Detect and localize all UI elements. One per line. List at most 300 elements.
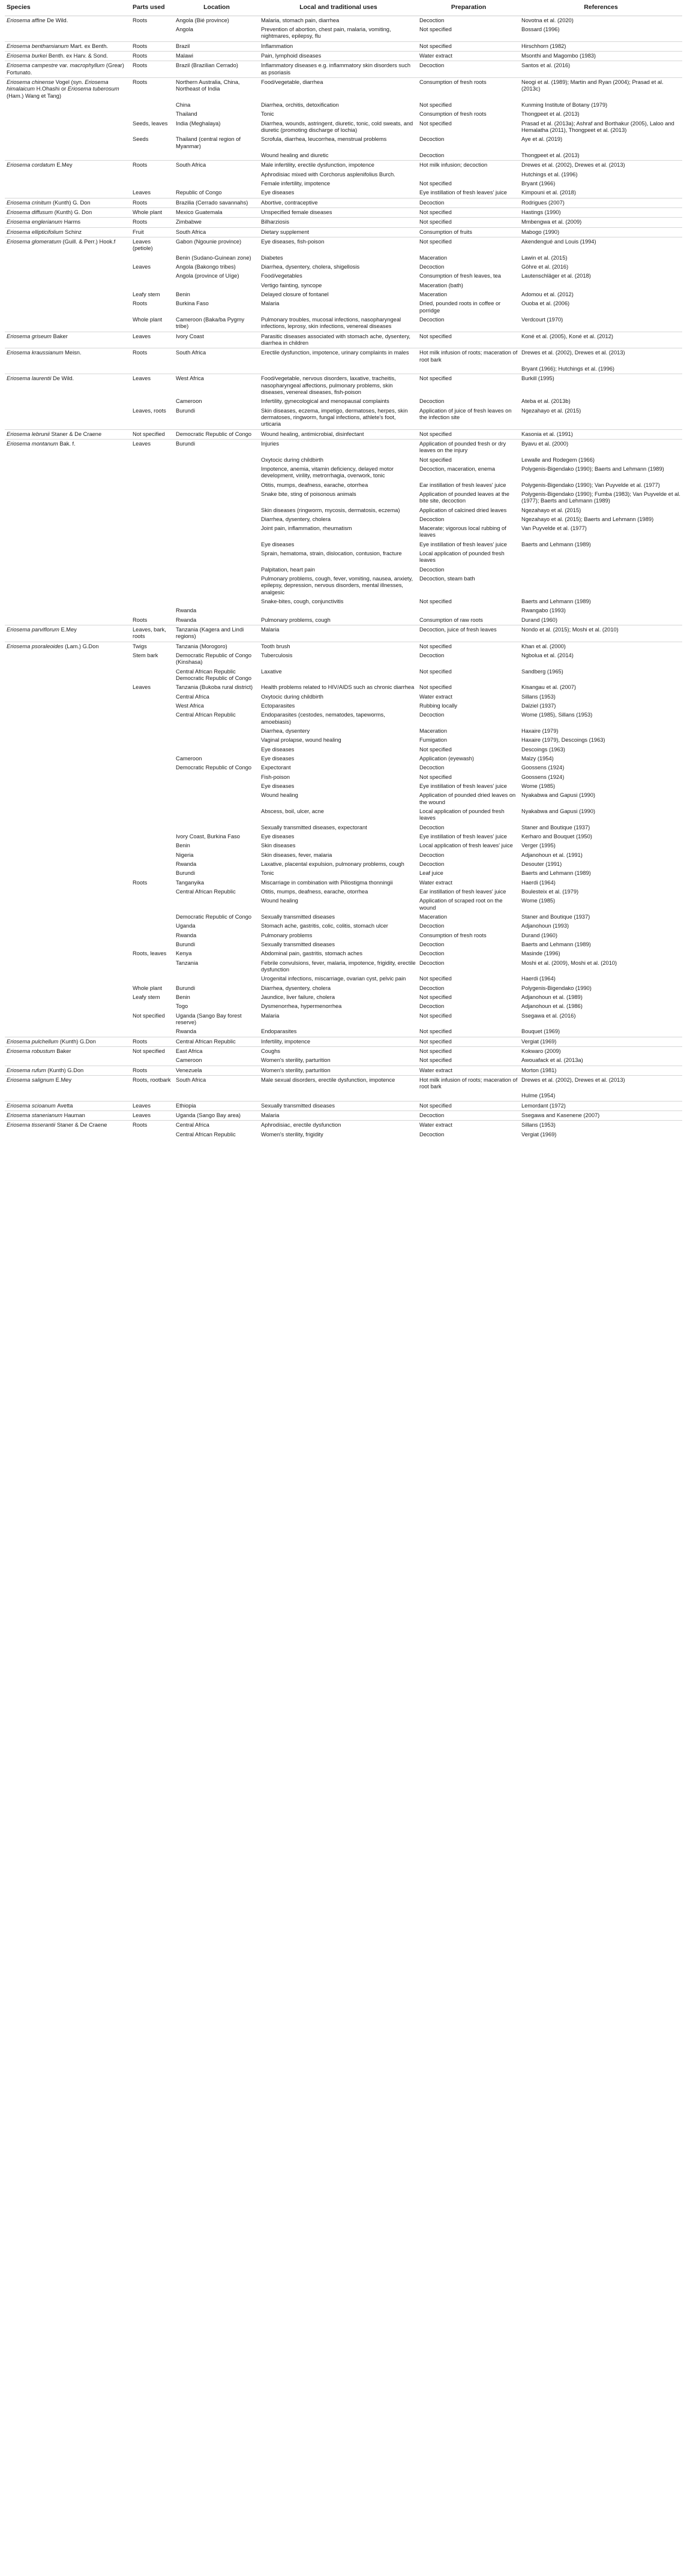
location-cell: Cameroon	[176, 398, 202, 405]
parts-used-cell	[131, 754, 174, 763]
species-cell	[5, 1066, 131, 1075]
table-row	[5, 625, 682, 642]
location-cell: Malawi	[174, 52, 259, 61]
location-cell	[174, 549, 259, 565]
references-cell: Lewalle and Rodegem (1966)	[521, 456, 595, 463]
preparation-cell: Decoction	[419, 566, 445, 573]
preparation-cell: Not specified	[419, 1057, 452, 1064]
references-cell: Staner and Boutique (1937)	[521, 913, 590, 920]
references-cell: Goossens (1924)	[521, 765, 565, 771]
location-cell: Rwanda	[176, 1028, 197, 1035]
parts-used-cell	[131, 807, 174, 823]
species-authority: (Kunth) G. Don	[54, 209, 92, 216]
parts-used-cell	[131, 490, 174, 506]
species-cell	[5, 1056, 131, 1066]
parts-used-cell	[131, 281, 174, 290]
preparation-cell: Consumption of fresh roots	[419, 111, 487, 118]
species-cell	[5, 565, 131, 574]
location-cell: Central African Republic	[176, 712, 236, 718]
parts-used-cell	[131, 254, 174, 263]
references-cell: Hulme (1954)	[521, 1093, 556, 1099]
uses-cell: Male infertility, erectile dysfunction, impotence	[259, 161, 418, 170]
table-row	[5, 524, 682, 540]
table-row	[5, 429, 682, 439]
references-cell: Morton (1981)	[520, 1066, 682, 1075]
references-cell: Ngezahayo et al. (2015)	[521, 507, 581, 513]
uses-cell: Urogenital infections, miscarriage, ovarian cyst, pelvic pain	[261, 976, 406, 982]
species-authority: Baker	[56, 1048, 71, 1054]
references-cell: Moshi et al. (2009), Moshi et al. (2010)	[521, 959, 617, 966]
parts-used-cell	[131, 597, 174, 606]
table-row	[5, 736, 682, 745]
uses-cell: Sexually transmitted diseases	[259, 1101, 418, 1111]
species-cell	[5, 711, 131, 727]
species-cell	[5, 616, 131, 625]
references-cell: Akendengué and Louis (1994)	[520, 237, 682, 254]
references-cell: Baerts and Lehmann (1989)	[521, 541, 591, 547]
species-cell	[5, 931, 131, 940]
location-cell	[174, 481, 259, 490]
species-authority: Meisn.	[65, 350, 82, 356]
references-cell: Rwangabo (1993)	[521, 607, 566, 614]
references-cell: Kisangau et al. (2007)	[521, 684, 576, 691]
references-cell: Haxaire (1979)	[521, 728, 559, 735]
references-cell: Nondo et al. (2015); Moshi et al. (2010)	[520, 625, 682, 642]
parts-used-cell	[131, 1091, 174, 1101]
uses-cell: Scrofula, diarrhea, leucorrhea, menstrual problems	[261, 136, 387, 143]
uses-cell: Tooth brush	[259, 642, 418, 651]
uses-cell: Malaria	[259, 625, 418, 642]
table-row	[5, 651, 682, 667]
parts-used-cell	[131, 851, 174, 860]
uses-cell: Diabetes	[261, 254, 283, 261]
location-cell	[174, 506, 259, 515]
preparation-cell: Not specified	[418, 218, 520, 227]
parts-used-cell	[131, 179, 174, 188]
uses-cell: Erectile dysfunction, impotence, urinary complaints in males	[259, 348, 418, 365]
references-cell: Adjanohoun et al. (1989)	[521, 994, 583, 1000]
uses-cell: Snake bite, sting of poisonous animals	[261, 490, 356, 497]
parts-used-cell	[131, 25, 174, 41]
location-cell: Northern Australia, China, Northeast of India	[174, 78, 259, 101]
species-cell	[5, 456, 131, 465]
parts-used-cell	[131, 456, 174, 465]
species-cell	[5, 119, 131, 136]
location-cell: Angola (Bié province)	[174, 16, 259, 25]
parts-used-cell: Roots	[133, 616, 148, 623]
uses-cell: Abscess, boil, ulcer, acne	[261, 808, 324, 814]
preparation-cell: Decoction, maceration, enema	[419, 465, 496, 472]
preparation-cell: Hot milk infusion; decoction	[418, 161, 520, 170]
species-name: Eriosema parviflorum	[7, 627, 59, 633]
location-cell: South Africa	[174, 227, 259, 237]
species-cell	[5, 281, 131, 290]
species-cell	[5, 860, 131, 869]
preparation-cell: Dried, pounded roots in coffee or porridge	[419, 300, 501, 314]
species-authority: H.Ohashi or	[36, 86, 68, 92]
species-cell	[5, 135, 131, 151]
table-row	[5, 949, 682, 958]
species-cell	[5, 52, 131, 61]
uses-cell	[259, 606, 418, 615]
species-authority: Schinz	[65, 228, 82, 235]
uses-cell: Dysmenorrhea, hypermenorrhea	[261, 1003, 342, 1010]
species-cell	[5, 16, 131, 25]
table-row	[5, 1075, 682, 1091]
preparation-cell: Eye instillation of fresh leaves' juice	[419, 189, 507, 196]
species-authority: Avetta	[57, 1102, 73, 1109]
table-row	[5, 227, 682, 237]
preparation-cell: Application of pounded fresh or dry leaves on the injury	[418, 439, 520, 455]
uses-cell: Aphrodisiac mixed with Corchorus asplenifolius Burch.	[261, 171, 395, 177]
location-cell: Brazil (Brazilian Cerrado)	[174, 61, 259, 78]
table-row	[5, 374, 682, 397]
species-cell	[5, 397, 131, 406]
species-name: Eriosema montanum	[7, 440, 58, 447]
preparation-cell: Water extract	[418, 1066, 520, 1075]
parts-used-cell	[131, 540, 174, 549]
uses-cell: Impotence, anemia, vitamin deficiency, delayed motor development, virility, metrorrhagia, overwork, tonic	[261, 465, 394, 479]
location-cell: Ethiopia	[174, 1101, 259, 1111]
location-cell: Venezuela	[174, 1066, 259, 1075]
species-cell	[5, 161, 131, 170]
species-cell	[5, 348, 131, 365]
table-row	[5, 170, 682, 179]
location-cell	[174, 565, 259, 574]
uses-cell: Women's sterility, parturition	[261, 1057, 331, 1064]
references-cell: Goossens (1924)	[521, 774, 565, 780]
references-cell: Van Puyvelde et al. (1977)	[521, 525, 587, 532]
references-cell: Adjanohoun et al. (1986)	[521, 1003, 583, 1010]
parts-used-cell	[131, 773, 174, 782]
species-authority: E.Mey	[61, 627, 77, 633]
preparation-cell: Water extract	[418, 1121, 520, 1130]
table-row	[5, 198, 682, 207]
parts-used-cell	[131, 887, 174, 896]
uses-cell: Fish-poison	[261, 774, 290, 780]
preparation-cell: Ear instillation of fresh leaves' juice	[419, 482, 506, 488]
species-authority: (Guill. & Perr.) Hook.f	[62, 239, 116, 245]
preparation-cell: Not specified	[419, 1012, 452, 1019]
references-cell: Hastings (1990)	[520, 208, 682, 218]
species-name: Eriosema tuberosum	[67, 86, 119, 92]
species-cell	[5, 959, 131, 975]
species-name: Eriosema rufum	[7, 1067, 46, 1073]
parts-used-cell	[131, 574, 174, 597]
references-cell: Adomou et al. (2012)	[521, 291, 574, 297]
references-cell: Ngezahayo et al. (2015)	[521, 407, 581, 414]
preparation-cell: Decoction	[419, 985, 445, 991]
parts-used-cell: Roots, rootbark	[131, 1075, 174, 1091]
parts-used-cell: Seeds, leaves	[133, 120, 168, 127]
uses-cell: Oxytocic during childbirth	[261, 693, 323, 700]
preparation-cell: Decoction	[419, 712, 445, 718]
species-cell	[5, 170, 131, 179]
parts-used-cell: Roots	[133, 879, 148, 886]
table-row	[5, 1111, 682, 1121]
location-cell: Democratic Republic of Congo	[174, 429, 259, 439]
location-cell: South Africa	[174, 1075, 259, 1091]
location-cell: Benin (Sudano-Guinean zone)	[176, 254, 251, 261]
uses-cell: Eye diseases	[261, 833, 295, 839]
preparation-cell: Decoction	[419, 316, 445, 323]
table-row	[5, 549, 682, 565]
species-cell	[5, 299, 131, 315]
table-row	[5, 1012, 682, 1028]
preparation-cell: Not specified	[418, 1037, 520, 1046]
preparation-cell: Decoction	[419, 516, 445, 522]
parts-used-cell	[131, 745, 174, 754]
species-name: Eriosema stanerianum	[7, 1112, 63, 1119]
species-cell	[5, 807, 131, 823]
table-row	[5, 1037, 682, 1046]
preparation-cell: Macerate; vigorous local rubbing of leaves	[419, 525, 506, 538]
references-cell: Bryant (1966); Hutchings et al. (1996)	[521, 365, 615, 372]
uses-cell: Otitis, mumps, deafness, earache, otorrhea	[261, 888, 368, 895]
parts-used-cell: Seeds	[133, 136, 149, 143]
species-cell	[5, 61, 131, 78]
preparation-cell: Decoction	[419, 652, 445, 659]
preparation-cell: Rubbing locally	[419, 703, 458, 709]
preparation-cell: Eye instillation of fresh leaves' juice	[419, 783, 507, 789]
parts-used-cell	[131, 565, 174, 574]
references-cell: Boulesteix et al. (1979)	[521, 888, 579, 895]
preparation-cell: Local application of pounded fresh leaves	[419, 550, 505, 564]
uses-cell: Diarrhea, orchitis, detoxification	[261, 102, 339, 109]
species-cell	[5, 290, 131, 299]
parts-used-cell: Roots	[131, 1121, 174, 1130]
header-local-traditional-uses: Local and traditional uses	[259, 0, 418, 16]
preparation-cell: Maceration	[419, 291, 447, 297]
location-cell	[174, 807, 259, 823]
table-row	[5, 16, 682, 25]
species-cell	[5, 237, 131, 254]
table-row	[5, 702, 682, 711]
table-row	[5, 807, 682, 823]
uses-cell: Eye diseases	[261, 756, 295, 762]
uses-cell: Endoparasites	[261, 1028, 297, 1035]
preparation-cell: Not specified	[419, 120, 452, 127]
uses-cell: Women's sterility, frigidity	[261, 1131, 323, 1137]
location-cell: Benin	[176, 291, 190, 297]
location-cell: Burundi	[176, 870, 196, 877]
preparation-cell: Not specified	[419, 102, 452, 109]
parts-used-cell: Roots	[131, 1037, 174, 1046]
species-cell	[5, 913, 131, 922]
species-authority: (Ham.) Wang et Tang)	[7, 92, 61, 99]
references-cell: Sandberg (1965)	[521, 668, 563, 675]
uses-cell: Ectoparasites	[261, 703, 295, 709]
species-authority: De Wild.	[47, 17, 68, 23]
uses-cell: Food/vegetable, diarrhea	[259, 78, 418, 101]
species-name: Eriosema lebrunii	[7, 431, 50, 437]
header-parts-used: Parts used	[131, 0, 174, 16]
species-name: Eriosema pulchellum	[7, 1038, 59, 1045]
uses-cell: Male sexual disorders, erectile dysfunction, impotence	[259, 1075, 418, 1091]
table-row	[5, 151, 682, 161]
table-row	[5, 851, 682, 860]
species-name: Eriosema glomeratum	[7, 239, 61, 245]
species-authority: Baker	[53, 333, 68, 339]
references-cell: Msonthi and Magombo (1983)	[520, 52, 682, 61]
parts-used-cell	[131, 397, 174, 406]
uses-cell: Infertility, gynecological and menopausal complaints	[261, 398, 389, 405]
table-row	[5, 25, 682, 41]
preparation-cell: Decoction	[419, 959, 445, 966]
species-cell	[5, 574, 131, 597]
species-cell	[5, 851, 131, 860]
parts-used-cell	[131, 506, 174, 515]
species-name: Eriosema laurentii	[7, 375, 52, 382]
location-cell: East Africa	[174, 1046, 259, 1056]
references-cell: Lautenschläger et al. (2018)	[521, 273, 591, 279]
references-cell: Aye et al. (2019)	[521, 136, 563, 143]
parts-used-cell: Whole plant	[131, 208, 174, 218]
table-row	[5, 993, 682, 1002]
uses-cell: Diarrhea, wounds, astringent, diuretic, tonic, cold sweats, and diuretic (promoting discharge of lochia)	[261, 120, 413, 134]
species-cell	[5, 1075, 131, 1091]
uses-cell	[259, 365, 418, 374]
parts-used-cell	[131, 1056, 174, 1066]
parts-used-cell: Roots	[131, 198, 174, 207]
references-cell: Wome (1985), Sillans (1953)	[521, 712, 593, 718]
table-row	[5, 745, 682, 754]
parts-used-cell	[131, 763, 174, 772]
references-cell: Adjanohoun et al. (1991)	[521, 851, 583, 858]
location-cell: Thailand	[176, 111, 197, 118]
species-cell	[5, 887, 131, 896]
location-cell	[174, 823, 259, 832]
species-cell	[5, 745, 131, 754]
table-row	[5, 974, 682, 983]
parts-used-cell	[131, 549, 174, 565]
species-cell	[5, 832, 131, 841]
table-row	[5, 1056, 682, 1066]
references-cell: Bouquet (1969)	[521, 1028, 560, 1035]
table-row	[5, 41, 682, 51]
species-authority: Mart. ex Benth.	[70, 43, 108, 49]
references-cell: Malzy (1954)	[521, 756, 554, 762]
table-row	[5, 693, 682, 702]
species-authority: Harms	[64, 219, 80, 225]
species-name: Eriosema chinense	[7, 79, 55, 86]
preparation-cell: Not specified	[418, 332, 520, 348]
preparation-cell: Decoction	[419, 824, 445, 830]
uses-cell: Pulmonary problems, cough	[261, 616, 331, 623]
location-cell	[174, 1091, 259, 1101]
species-authority: Benth. ex Harv. & Sond.	[48, 53, 108, 59]
location-cell: Cameroon	[176, 756, 202, 762]
location-cell: Uganda (Sango Bay forest reserve)	[176, 1012, 242, 1025]
preparation-cell: Not specified	[419, 994, 452, 1000]
document-page	[5, 0, 682, 1139]
parts-used-cell: Leafy stem	[133, 994, 160, 1000]
uses-cell: Injuries	[259, 439, 418, 455]
species-cell	[5, 490, 131, 506]
references-cell: Kunming Institute of Botany (1979)	[521, 102, 608, 109]
parts-used-cell: Roots	[131, 52, 174, 61]
preparation-cell: Application of scraped root on the wound	[419, 898, 503, 911]
table-row	[5, 727, 682, 736]
species-cell	[5, 524, 131, 540]
location-cell: Central African Republic	[176, 888, 236, 895]
uses-cell: Eye diseases, fish-poison	[259, 237, 418, 254]
species-authority: (Kunth) G. Don	[53, 199, 91, 206]
uses-cell: Pulmonary troubles, mucosal infections, nasopharyngeal infections, leprosy, skin infections, venereal diseases	[261, 316, 401, 330]
preparation-cell: Not specified	[419, 456, 452, 463]
location-cell: Angola	[176, 26, 193, 33]
preparation-cell: Consumption of fresh leaves, tea	[419, 273, 501, 279]
preparation-cell: Not specified	[419, 684, 452, 691]
table-row	[5, 237, 682, 254]
species-cell	[5, 1091, 131, 1101]
references-cell: Khan et al. (2000)	[520, 642, 682, 651]
parts-used-cell: Stem bark	[133, 652, 158, 659]
table-row	[5, 616, 682, 625]
parts-used-cell	[131, 693, 174, 702]
table-row	[5, 397, 682, 406]
table-row	[5, 782, 682, 791]
parts-used-cell	[131, 151, 174, 161]
references-cell: Sillans (1953)	[521, 693, 556, 700]
table-row	[5, 78, 682, 101]
species-authority: (Lam.) G.Don	[65, 643, 99, 649]
species-cell	[5, 597, 131, 606]
table-row	[5, 1027, 682, 1037]
parts-used-cell	[131, 272, 174, 281]
preparation-cell: Maceration	[419, 913, 447, 920]
location-cell	[174, 490, 259, 506]
references-cell: Nyakabwa and Gapusi (1990)	[521, 792, 595, 799]
location-cell: Central Africa	[176, 693, 209, 700]
uses-cell: Malaria	[259, 1111, 418, 1121]
parts-used-cell	[131, 515, 174, 524]
references-cell: Rodrigues (2007)	[520, 198, 682, 207]
species-authority: E.Mey	[55, 1076, 72, 1083]
references-cell: Verger (1995)	[521, 842, 556, 849]
preparation-cell: Decoction	[419, 950, 445, 957]
species-cell	[5, 407, 131, 429]
preparation-cell: Maceration (bath)	[419, 282, 463, 288]
species-cell	[5, 465, 131, 481]
uses-cell: Snake-bites, cough, conjunctivitis	[261, 598, 344, 605]
preparation-cell: Not specified	[418, 1101, 520, 1111]
species-cell	[5, 782, 131, 791]
species-cell	[5, 993, 131, 1002]
preparation-cell: Eye instillation of fresh leaves' juice	[419, 833, 507, 839]
species-cell	[5, 481, 131, 490]
uses-cell: Oxytocic during childbirth	[261, 456, 323, 463]
uses-cell: Miscarriage in combination with Piliostigma thonningii	[261, 879, 393, 886]
preparation-cell: Decoction	[419, 923, 445, 929]
preparation-cell: Not specified	[418, 374, 520, 397]
location-cell: South Africa	[174, 348, 259, 365]
references-cell: Sillans (1953)	[520, 1121, 682, 1130]
location-cell: Central African Republic	[174, 1037, 259, 1046]
references-cell: Masinde (1996)	[521, 950, 560, 957]
parts-used-cell: Roots	[131, 218, 174, 227]
references-cell: Lawin et al. (2015)	[521, 254, 568, 261]
location-cell	[174, 524, 259, 540]
table-row	[5, 61, 682, 78]
location-cell: Central African Republic Democratic Republic of Congo	[176, 668, 252, 682]
species-cell	[5, 1012, 131, 1028]
preparation-cell: Eye instillation of fresh leaves' juice	[419, 541, 507, 547]
table-row	[5, 1002, 682, 1011]
uses-cell: Eye diseases	[261, 541, 295, 547]
references-cell: Kerharo and Bouquet (1950)	[521, 833, 592, 839]
references-cell: Ateba et al. (2013b)	[521, 398, 571, 405]
